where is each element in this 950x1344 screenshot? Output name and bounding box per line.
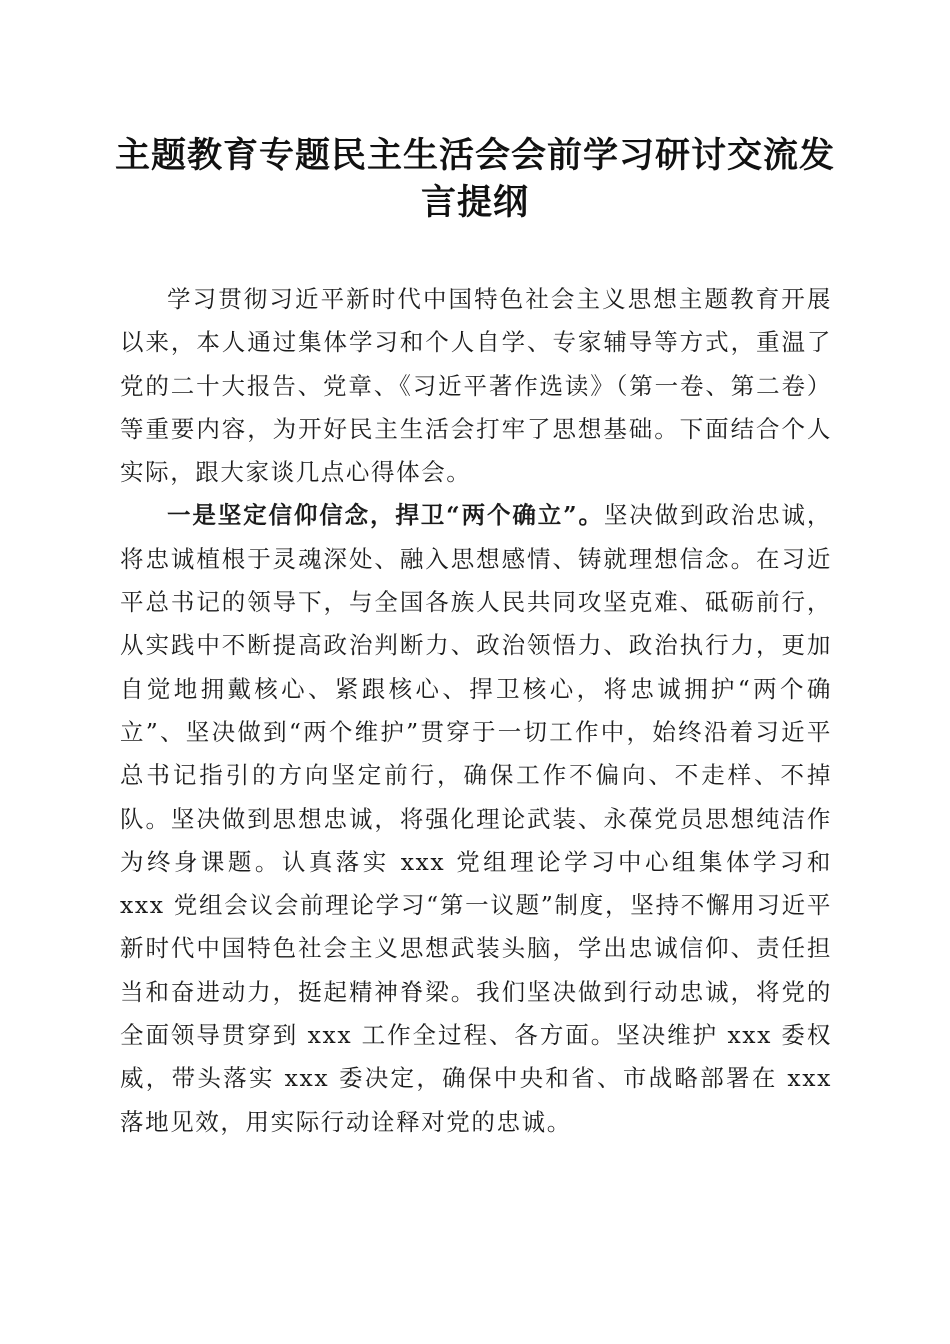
paragraph-point-one — [120, 494, 832, 1143]
document-title: 主题教育专题民主生活会会前学习研讨交流发言提纲 — [114, 135, 835, 223]
document-body — [120, 278, 832, 1144]
paragraph-intro — [120, 278, 832, 494]
paragraph-point-one-lead: 一是坚定信仰信念，捍卫“两个确立”。 — [167, 501, 604, 530]
paragraph-intro-text: 学习贯彻习近平新时代中国特色社会主义思想主题教育开展以来，本人通过集体学习和个人自学、专家辅导等方式，重温了党的二十大报告、党章、《习近平著作选读》（第一卷、第二卷）等重要内容，为开好民主生活会打牢了思想基础。下面结合个人实际，跟大家谈几点心得体会。 — [120, 285, 832, 487]
paragraph-point-one-text: 坚决做到政治忠诚，将忠诚植根于灵魂深处、融入思想感情、铸就理想信念。在习近平总书记的领导下，与全国各族人民共同攻坚克难、砥砺前行，从实践中不断提高政治判断力、政治领悟力、政治执行力，更加自觉地拥戴核心、紧跟核心、捍卫核心，将忠诚拥护“两个确立”、坚决做到“两个维护”贯穿于一切工作中，始终沿着习近平总书记指引的方向坚定前行，确保工作不偏向、不走样、不掉队。坚决做到思想忠诚，将强化理论武装、永葆党员思想纯洁作为终身课题。认真落实 xxx 党组理论学习中心组集体学习和 xxx 党组会议会前理论学习“第一议题”制度，坚持不懈用习近平新时代中国特色社会主义思想武装头脑，学出忠诚信仰、责任担当和奋进动力，挺起精神脊梁。我们坚决做到行动忠诚，将党的全面领导贯穿到 xxx 工作全过程、各方面。坚决维护 xxx 委权威，带头落实 xxx 委决定，确保中央和省、市战略部署在 xxx 落地见效，用实际行动诠释对党的忠诚。 — [120, 501, 832, 1136]
